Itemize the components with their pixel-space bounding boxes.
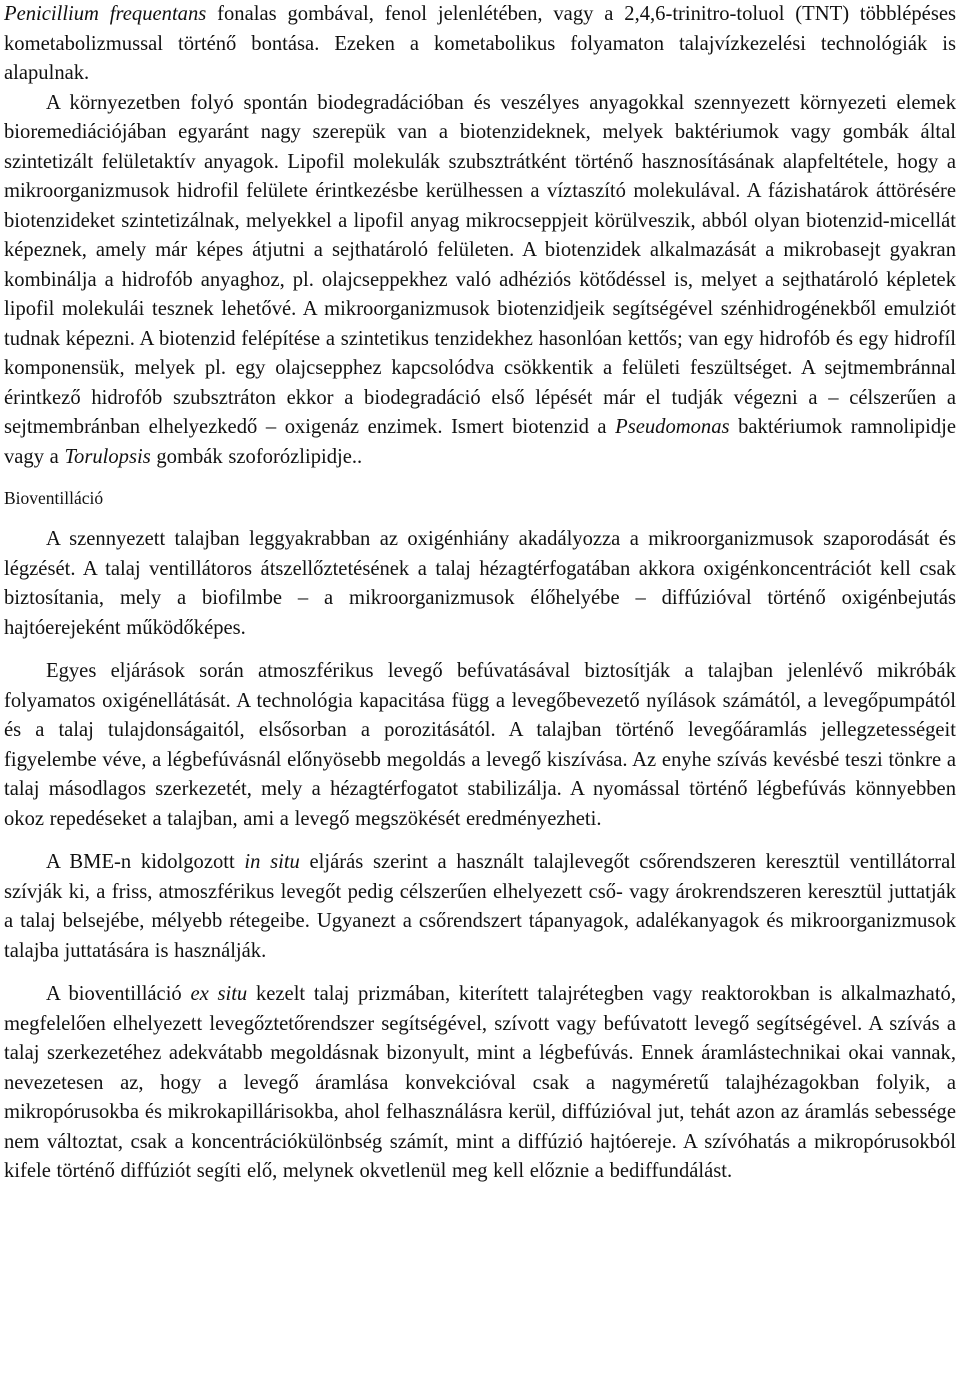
genus-name-italic: Torulopsis bbox=[64, 445, 151, 468]
paragraph-ex-situ bbox=[4, 980, 956, 1187]
paragraph-biotenzid bbox=[4, 89, 956, 473]
paragraph-text: A környezetben folyó spontán biodegradációban és veszélyes anyagokkal szennyezett környezeti elemek bioremediációjában egyaránt nagy szerepük van a biotenzideknek, melyek baktériumok vagy gombák által szintetizált felületaktív anyagok. Lipofil molekulák szubsztrátként történő hasznosításának alapfeltétele, hogy a mikroorganizmusok hidrofil felülete érintkezésbe kerülhessen a víztaszító molekulával. A fázishatárok áttörésére biotenzideket szintetizálnak, melyekkel a lipofil anyag mikrocseppjeit körülveszik, abból olyan biotenzid-micellát képeznek, amely már képes átjutni a sejthatároló felületen. A biotenzidek alkalmazását a mikrobasejt gyakran kombinálja a hidrofób anyaghoz, pl. olajcseppekhez való adhéziós kötődéssel is, melyet a sejthatároló képletek lipofil molekulái tesznek lehetővé. A mikroorganizmusok biotenzidjeik segítségével szénhidrogénekből emulziót tudnak képezni. A biotenzid felépítése a szintetikus tenzidekhez hasonlóan kettős; van egy hidrofób és egy hidrofíl komponensük, melyek pl. egy olajcsepphez kapcsolódva csökkentik a felületi feszültséget. A sejtmembránnal érintkező hidrofób szubsztráton ekkor a biodegradáció első lépését már el tudják végezni a – célszerűen a sejtmembránban elhelyezkedő – oxigenáz enzimek. Ismert biotenzid a bbox=[4, 91, 956, 438]
section-heading: Bioventilláció bbox=[4, 488, 104, 508]
paragraph-text: A bioventilláció bbox=[46, 983, 191, 1005]
paragraph-bme-method bbox=[4, 848, 956, 966]
paragraph-text: gombák szoforózlipidje.. bbox=[150, 445, 363, 468]
term-italic: ex situ bbox=[190, 983, 248, 1005]
paragraph-text: baktériumok ramnolipidje vagy a bbox=[4, 416, 956, 468]
paragraph-text: A BME-n kidolgozott bbox=[46, 851, 245, 873]
paragraph-oxygen: A szennyezett talajban leggyakrabban az oxigénhiány akadályozza a mikroorganizmusok szaporodását és légzését. A talaj ventillátoros átszellőztetésének a talaj hézagtérfogatában akkora oxigénkoncentrációt kell csak biztosítania, mely a biofilmbe – a mikroorganizmusok élőhelyébe – diffúzióval történő oxigénbejutás hajtóerejeként működőképes. bbox=[4, 528, 956, 639]
species-name-italic: Penicillium frequentans bbox=[4, 3, 207, 25]
paragraph-air-injection: Egyes eljárások során atmoszférikus levegő befúvatásával biztosítják a talajban jelenlévő mikróbák folyamatos oxigénellátását. A technológia kapacitása függ a levegőbevezető nyílások számától, a levegőpumpától és a talaj tulajdonságaitól, elsősorban a porozitásától. A talajban történő levegőáramlás jellegzetességeit figyelembe véve, a légbefúvásnál előnyösebb megoldás a levegő kiszívása. Az enyhe szívás kevésbé teszi tönkre a talaj másodlagos szerkezetét, mely a hézagtérfogatot stabilizálja. A nyomással történő légbefúvás könnyebben okoz repedéseket a talajban, ami a levegő megszökését eredményezheti. bbox=[4, 660, 956, 830]
paragraph-text: fonalas gombával, fenol jelenlétében, vagy a 2,4,6-trinitro-toluol (TNT) többlépéses kometabolizmussal történő bontása. Ezeken a kometabolikus folyamaton talajvízkezelési technológiák is alapulnak. bbox=[4, 3, 956, 84]
paragraph-text: eljárás szerint a használt talajlevegőt csőrendszeren keresztül ventillátorral szívják ki, a friss, atmoszférikus levegőt pedig célszerűen elhelyezett cső- vagy árokrendszeren keresztül juttatják a talaj belsejébe, mélyebb rétegeibe. Ugyanezt a csőrendszert tápanyagok, adalékanyagok és mikroorganizmusok talajba juttatására is használják. bbox=[4, 851, 956, 962]
genus-name-italic: Pseudomonas bbox=[615, 416, 730, 438]
term-italic: in situ bbox=[244, 851, 300, 873]
paragraph-text: kezelt talaj prizmában, kiterített talajrétegben vagy reaktorokban is alkalmazható, megfelelően elhelyezett levegőztetőrendszer segítségével, szívott vagy befúvatott levegő segítségével. A szívás a talaj szerkezetéhez adekvátabb megoldásnak bizonyult, mint a légbefúvás. Ennek áramlástechnikai okai vannak, nevezetesen az, hogy a levegő áramlása konvekcióval csak a nagyméretű talajhézagokban folyik, a mikropórusokba és mikrokapillárisokba, ahol felhasználásra kerül, diffúzióval jut, tehát azon az áramlás sebessége nem változtat, csak a koncentrációkülönbség számít, mint a diffúzió hajtóereje. A szívóhatás a mikropórusokból kifele történő diffúziót segíti elő, melynek okvetlenül meg kell előznie a bediffundálást. bbox=[4, 983, 956, 1182]
paragraph-intro bbox=[4, 0, 956, 89]
